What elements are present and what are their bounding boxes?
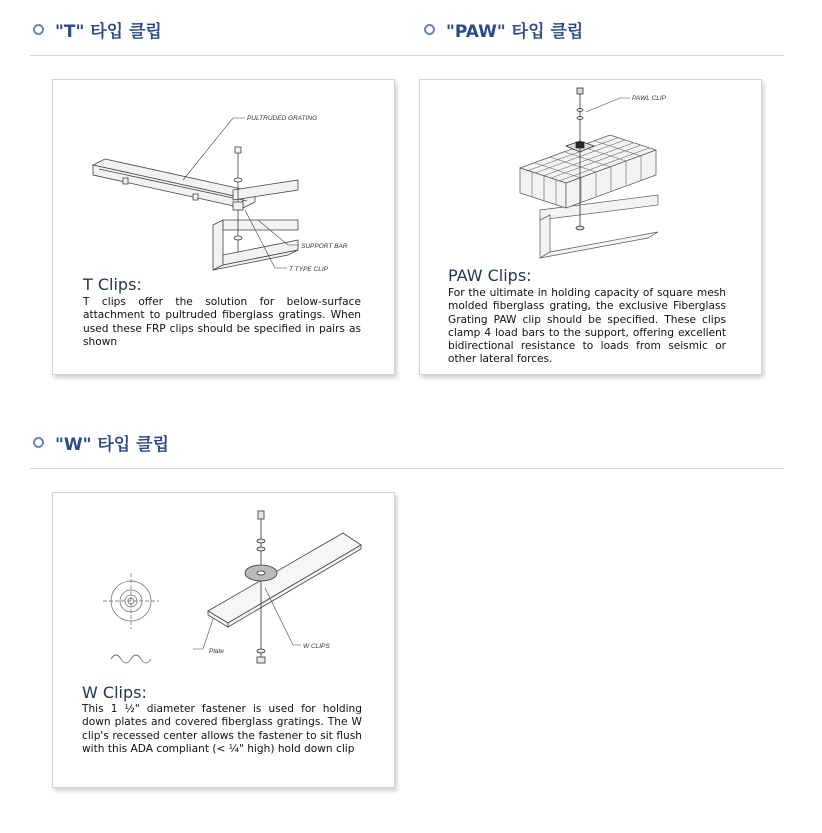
card-paw-text: For the ultimate in holding capacity of square mesh molded fiberglass grating, the exclusive Fiberglass Grating PAW clip should be specified. These clips clamp 4 load bars to the support, offering excellent bidirectional resistance to loads from seismic or other lateral forces.	[448, 287, 726, 366]
circle-bullet-icon	[424, 24, 435, 35]
card-paw-title: PAW Clips:	[448, 266, 532, 285]
card-w-clips	[52, 492, 395, 788]
card-t-title: T Clips:	[83, 275, 142, 294]
section-title-w	[33, 430, 169, 455]
card-paw-clips	[419, 79, 762, 375]
section-title-t-text: "T" 타입 클립	[55, 22, 162, 42]
paw-clip-diagram	[420, 80, 761, 270]
section-title-paw	[424, 17, 583, 42]
circle-bullet-icon	[33, 437, 44, 448]
label-support-bar: SUPPORT BAR	[301, 243, 348, 250]
label-pultruded-grating: PULTRUDED GRATING	[247, 115, 318, 122]
section-divider-top	[30, 55, 784, 56]
label-t-type-clip: T TYPE CLIP	[289, 266, 329, 273]
t-clip-diagram	[53, 80, 394, 280]
card-w-title: W Clips:	[82, 683, 147, 702]
w-clip-diagram	[53, 493, 394, 683]
section-title-t	[33, 17, 162, 42]
section-title-paw-text: "PAW" 타입 클립	[446, 22, 584, 42]
section-title-w-text: "W" 타입 클립	[55, 435, 169, 455]
label-pawl-clip: PAWL CLIP	[632, 95, 666, 102]
card-t-text: T clips offer the solution for below-surface attachment to pultruded fiberglass gratings. When used these FRP clips should be specified in pairs as shown	[83, 296, 361, 348]
label-plate: Plate	[209, 648, 224, 655]
card-t-clips	[52, 79, 395, 375]
label-w-clips: W CLIPS	[303, 643, 330, 650]
card-w-text: This 1 ½" diameter fastener is used for holding down plates and covered fiberglass gratings. The W clip's recessed center allows the fastener to sit flush with this ADA compliant (< ¼" high) hold down clip	[82, 703, 362, 755]
circle-bullet-icon	[33, 24, 44, 35]
section-divider-w	[30, 468, 784, 469]
